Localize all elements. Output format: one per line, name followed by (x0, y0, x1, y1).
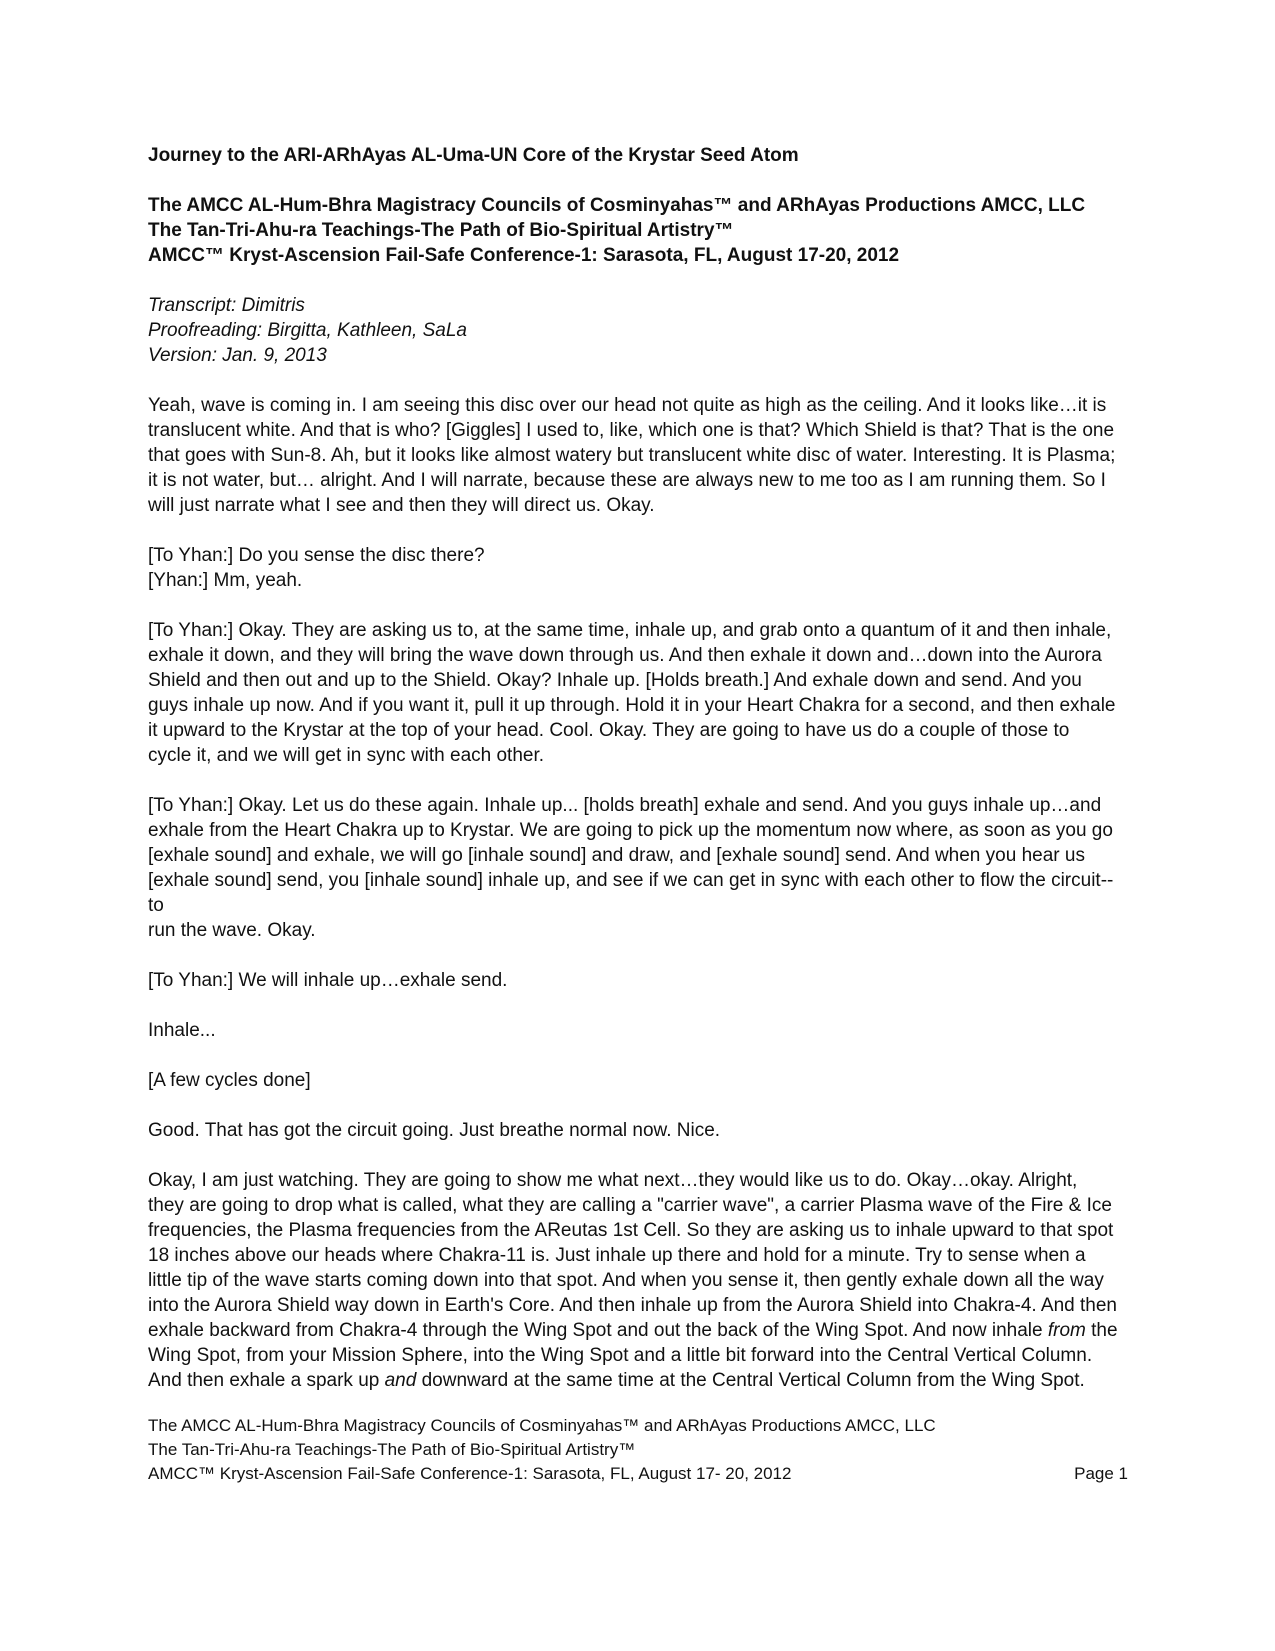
text-line: run the wave. Okay. (148, 920, 316, 941)
text-line: frequencies, the Plasma frequencies from the AReutas 1st Cell. So they are asking us to inhale upward to that spot (148, 1220, 1114, 1241)
page-number: Page 1 (1074, 1464, 1128, 1483)
document-title: Journey to the ARI-ARhAyas AL-Uma-UN Core of the Krystar Seed Atom (148, 145, 799, 166)
footer-line-organization: The AMCC AL-Hum-Bhra Magistracy Councils of Cosminyahas™ and ARhAyas Productions AMCC, LLC (148, 1416, 936, 1435)
paragraph-1 (148, 393, 1128, 518)
text-line: Okay, I am just watching. They are going to show me what next…they would like us to do. Okay…okay. Alright, (148, 1170, 1078, 1191)
text-line: Yeah, wave is coming in. I am seeing this disc over our head not quite as high as the ceiling. And it looks like…it is (148, 395, 1107, 416)
text-line: translucent white. And that is who? [Giggles] I used to, like, which one is that? Which Shield is that? That is the one (148, 420, 1115, 441)
text-line: [To Yhan:] Do you sense the disc there? (148, 545, 485, 566)
heading-line-organization: The AMCC AL-Hum-Bhra Magistracy Councils of Cosminyahas™ and ARhAyas Productions AMCC, LLC (148, 195, 1086, 216)
text-line: it upward to the Krystar at the top of your head. Cool. Okay. They are going to have us do a couple of those to (148, 720, 1070, 741)
paragraph-7: [A few cycles done] (148, 1070, 311, 1091)
text-line: [exhale sound] send, you [inhale sound] inhale up, and see if we can get in sync with each other to flow the circuit--to (148, 870, 1114, 916)
text-line: cycle it, and we will get in sync with each other. (148, 745, 545, 766)
text-line: [To Yhan:] Okay. They are asking us to, at the same time, inhale up, and grab onto a quantum of it and then inhale, (148, 620, 1112, 641)
heading-line-conference: AMCC™ Kryst-Ascension Fail-Safe Conference-1: Sarasota, FL, August 17-20, 2012 (148, 245, 900, 266)
text-line (148, 1318, 1128, 1343)
text-line: into the Aurora Shield way down in Earth's Core. And then inhale up from the Aurora Shield into Chakra-4. And then (148, 1295, 1117, 1316)
text-line: exhale it down, and they will bring the wave down through us. And then exhale it down and…down into the Aurora (148, 645, 1102, 666)
text-line (148, 1368, 1128, 1393)
paragraph-9 (148, 1168, 1128, 1393)
text-line: will just narrate what I see and then they will direct us. Okay. (148, 495, 655, 516)
text-line: it is not water, but… alright. And I will narrate, because these are always new to me too as I am running them. So I (148, 470, 1106, 491)
text-line: exhale from the Heart Chakra up to Krystar. We are going to pick up the momentum now where, as soon as you go (148, 820, 1113, 841)
text-line: [exhale sound] and exhale, we will go [inhale sound] and draw, and [exhale sound] send. And when you hear us (148, 845, 1085, 866)
text-line: they are going to drop what is called, what they are calling a "carrier wave", a carrier Plasma wave of the Fire & Ice (148, 1195, 1112, 1216)
emphasis-from: from (1047, 1320, 1086, 1341)
paragraph-4 (148, 793, 1128, 943)
heading-line-teachings: The Tan-Tri-Ahu-ra Teachings-The Path of Bio-Spiritual Artistry™ (148, 220, 734, 241)
footer-line-conference (148, 1462, 1128, 1486)
text-line: [To Yhan:] Okay. Let us do these again. Inhale up... [holds breath] exhale and send. And you guys inhale up…and (148, 795, 1102, 816)
conference-heading (148, 193, 1128, 268)
text-segment: And then exhale a spark up (148, 1370, 385, 1391)
text-line: that goes with Sun-8. Ah, but it looks like almost watery but translucent white disc of water. Interesting. It is Plasma; (148, 445, 1116, 466)
credit-version: Version: Jan. 9, 2013 (148, 345, 327, 366)
footer-conference-text: AMCC™ Kryst-Ascension Fail-Safe Conference-1: Sarasota, FL, August 17- 20, 2012 (148, 1464, 792, 1483)
text-line: Wing Spot, from your Mission Sphere, into the Wing Spot and a little bit forward into the Central Vertical Column. (148, 1345, 1093, 1366)
page-footer (148, 1414, 1128, 1486)
paragraph-2 (148, 543, 1128, 593)
text-line: [Yhan:] Mm, yeah. (148, 570, 303, 591)
footer-line-teachings: The Tan-Tri-Ahu-ra Teachings-The Path of Bio-Spiritual Artistry™ (148, 1440, 636, 1459)
text-line: little tip of the wave starts coming down into that spot. And when you sense it, then gently exhale down all the way (148, 1270, 1104, 1291)
paragraph-8: Good. That has got the circuit going. Just breathe normal now. Nice. (148, 1120, 721, 1141)
emphasis-and: and (384, 1370, 417, 1391)
text-segment: the (1085, 1320, 1118, 1341)
paragraph-6: Inhale... (148, 1020, 216, 1041)
text-line: guys inhale up now. And if you want it, pull it up through. Hold it in your Heart Chakra for a second, and then exhale (148, 695, 1116, 716)
text-segment: exhale backward from Chakra-4 through the Wing Spot and out the back of the Wing Spot. And now inhale (148, 1320, 1048, 1341)
paragraph-5: [To Yhan:] We will inhale up…exhale send. (148, 970, 508, 991)
credit-transcript: Transcript: Dimitris (148, 295, 305, 316)
credits-block (148, 293, 1128, 368)
paragraph-3 (148, 618, 1128, 768)
document-body (148, 143, 1128, 1393)
credit-proofreading: Proofreading: Birgitta, Kathleen, SaLa (148, 320, 467, 341)
text-line: 18 inches above our heads where Chakra-11 is. Just inhale up there and hold for a minute. Try to sense when a (148, 1245, 1086, 1266)
text-line: Shield and then out and up to the Shield. Okay? Inhale up. [Holds breath.] And exhale down and send. And you (148, 670, 1082, 691)
text-segment: downward at the same time at the Central Vertical Column from the Wing Spot. (416, 1370, 1085, 1391)
